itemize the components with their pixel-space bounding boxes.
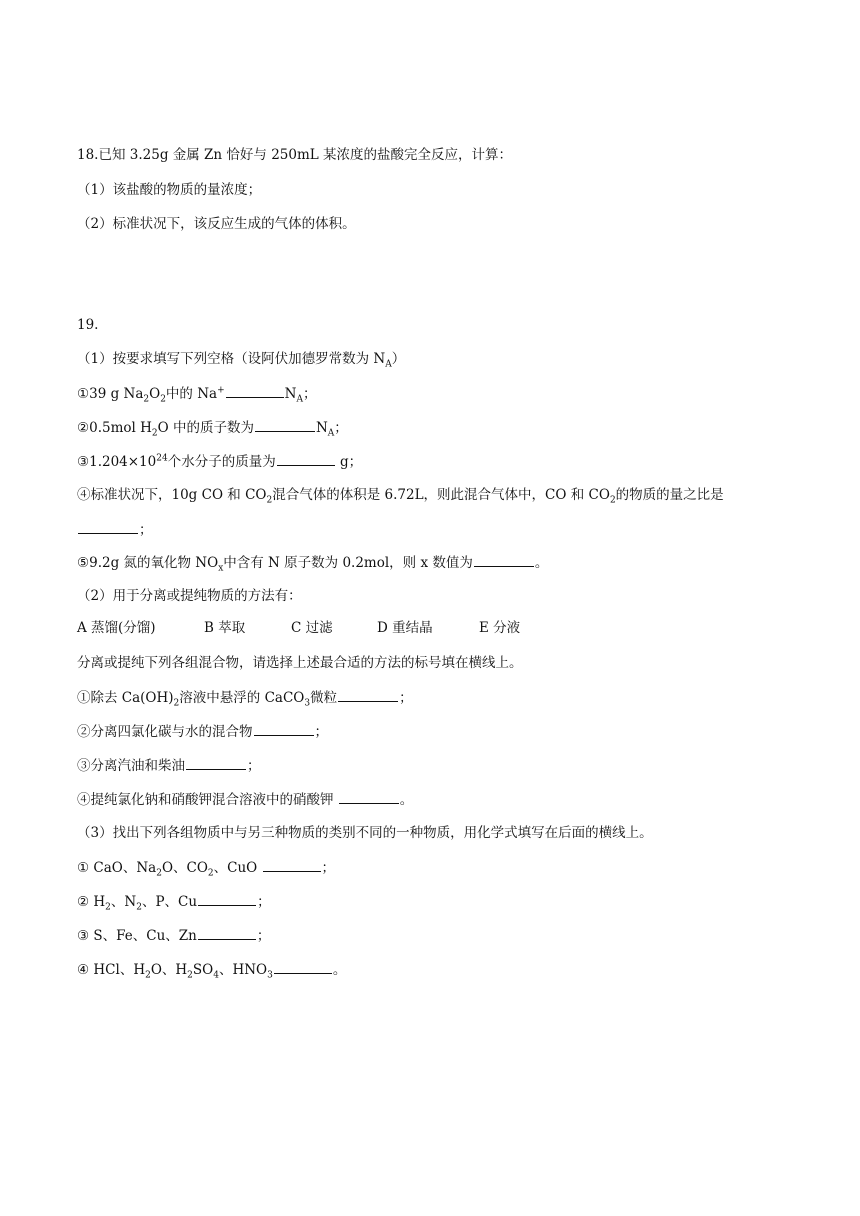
text: ②0.5mol H <box>77 420 152 436</box>
answer-blank[interactable] <box>339 790 399 804</box>
q19-p2-item2 <box>77 722 328 741</box>
answer-blank[interactable] <box>186 756 246 770</box>
text: ④ HCl、H <box>77 962 146 978</box>
text: 中的 Na <box>165 386 218 402</box>
option-a: A 蒸馏(分馏) <box>77 620 156 636</box>
text: ③ S、Fe、Cu、Zn <box>77 928 197 944</box>
text: 的物质的量之比是 <box>615 487 724 503</box>
text: ①39 g Na <box>77 386 144 402</box>
q19-p3-item1 <box>77 858 335 877</box>
text: SO <box>192 962 214 978</box>
answer-blank[interactable] <box>198 926 256 940</box>
text: N <box>315 420 328 436</box>
text: 。 <box>534 555 549 571</box>
answer-blank[interactable] <box>474 553 534 567</box>
text: 微粒 <box>310 690 338 706</box>
q19-p2-heading: （2）用于分离或提纯物质的方法有： <box>77 588 302 604</box>
subscript: 2 <box>160 394 166 405</box>
text: 中含有 N 原子数为 0.2mol，则 x 数值为 <box>223 555 473 571</box>
text: g； <box>335 454 363 470</box>
text: 、N <box>110 894 137 910</box>
text: ③1.204×10 <box>77 454 157 470</box>
text: O <box>149 386 161 402</box>
heading-end: ） <box>391 351 406 367</box>
answer-blank[interactable] <box>226 384 284 398</box>
option-b: B 萃取 <box>204 620 246 636</box>
text: ① CaO、Na <box>77 860 157 876</box>
text: ； <box>302 386 317 402</box>
answer-blank[interactable] <box>255 418 315 432</box>
q19-p1-heading <box>77 350 405 368</box>
q19-p2-item4 <box>77 790 413 809</box>
text: ； <box>334 420 348 436</box>
text: O 中的质子数为 <box>157 420 254 436</box>
text: ； <box>321 860 336 876</box>
text: 个水分子的质量为 <box>167 454 276 470</box>
text: 。 <box>399 792 414 808</box>
text: ③分离汽油和柴油 <box>77 758 185 774</box>
answer-blank[interactable] <box>274 960 332 974</box>
superscript: 24 <box>156 453 168 464</box>
text: ①除去 Ca(OH) <box>77 690 174 706</box>
subscript: 2 <box>207 868 214 879</box>
subscript: 4 <box>213 970 219 981</box>
method-options <box>77 619 597 637</box>
q18-part1: （1）该盐酸的物质的量浓度； <box>77 182 262 198</box>
q19-p2-item3 <box>77 756 261 775</box>
text: ； <box>314 724 328 740</box>
superscript: + <box>217 385 225 396</box>
text: 、CuO <box>213 860 262 876</box>
subscript: 3 <box>267 970 273 981</box>
answer-blank[interactable] <box>338 688 398 702</box>
answer-blank[interactable] <box>198 892 256 906</box>
q19-p3-heading: （3）找出下列各组物质中与另三种物质的类别不同的一种物质，用化学式填写在后面的横线上。 <box>77 825 653 841</box>
subscript: 3 <box>304 698 311 709</box>
subscript: A <box>327 428 335 439</box>
text: 溶液中悬浮的 CaCO <box>179 690 305 706</box>
subscript: 2 <box>187 970 193 981</box>
subscript: 2 <box>173 698 180 709</box>
subscript: 2 <box>266 495 273 506</box>
subscript: 2 <box>136 902 142 913</box>
answer-blank[interactable] <box>78 520 138 534</box>
subscript: x <box>218 563 224 574</box>
q18-stem: 18.已知 3.25g 金属 Zn 恰好与 250mL 某浓度的盐酸完全反应，计算： <box>77 147 513 163</box>
text: ⑤9.2g 氮的氧化物 NO <box>77 555 219 571</box>
q19-p3-item4 <box>77 960 346 979</box>
heading-text: （1）按要求填写下列空格（设阿伏加德罗常数为 N <box>77 351 386 367</box>
option-e: E 分液 <box>479 620 521 636</box>
q19-p2-item1 <box>77 688 413 707</box>
text: ； <box>257 894 271 910</box>
text: ； <box>139 522 153 538</box>
text: ② H <box>77 894 106 910</box>
subscript: 2 <box>609 495 616 506</box>
text: 。 <box>332 962 347 978</box>
subscript: 2 <box>156 868 162 879</box>
text: O、CO <box>161 860 208 876</box>
q19-p1-item5 <box>77 553 548 572</box>
q19-p1-item3 <box>77 452 362 471</box>
text: ④标准状况下，10g CO 和 CO <box>77 487 267 503</box>
subscript: A <box>385 359 392 370</box>
q19-p3-item2 <box>77 892 271 911</box>
subscript: 2 <box>105 902 111 913</box>
text: ②分离四氯化碳与水的混合物 <box>77 724 253 740</box>
q18-part2: （2）标准状况下，该反应生成的气体的体积。 <box>77 216 356 232</box>
text: ； <box>247 758 261 774</box>
text: 、HNO <box>218 962 268 978</box>
q19-p3-item3 <box>77 926 270 945</box>
text: ； <box>399 690 413 706</box>
q19-number: 19. <box>77 317 99 333</box>
q19-p1-item4-cont <box>77 520 153 539</box>
answer-blank[interactable] <box>254 722 314 736</box>
q19-p1-item2 <box>77 418 348 437</box>
option-c: C 过滤 <box>291 620 333 636</box>
option-d: D 重结晶 <box>377 620 433 636</box>
answer-blank[interactable] <box>263 858 321 872</box>
text: ④提纯氯化钠和硝酸钾混合溶液中的硝酸钾 <box>77 792 338 808</box>
text: 混合气体的体积是 6.72L，则此混合气体中，CO 和 CO <box>272 487 610 503</box>
text: N <box>284 386 297 402</box>
q19-p1-item1 <box>77 384 316 403</box>
subscript: 2 <box>143 394 150 405</box>
q19-p1-item4 <box>77 486 724 504</box>
answer-blank[interactable] <box>277 452 335 466</box>
text: ； <box>256 928 271 944</box>
subscript: 2 <box>151 428 158 439</box>
q19-p2-instruction: 分离或提纯下列各组混合物，请选择上述最合适的方法的标号填在横线上。 <box>77 655 523 671</box>
subscript: A <box>296 394 303 405</box>
subscript: 2 <box>145 970 151 981</box>
text: 、P、Cu <box>141 894 198 910</box>
text: O、H <box>150 962 188 978</box>
